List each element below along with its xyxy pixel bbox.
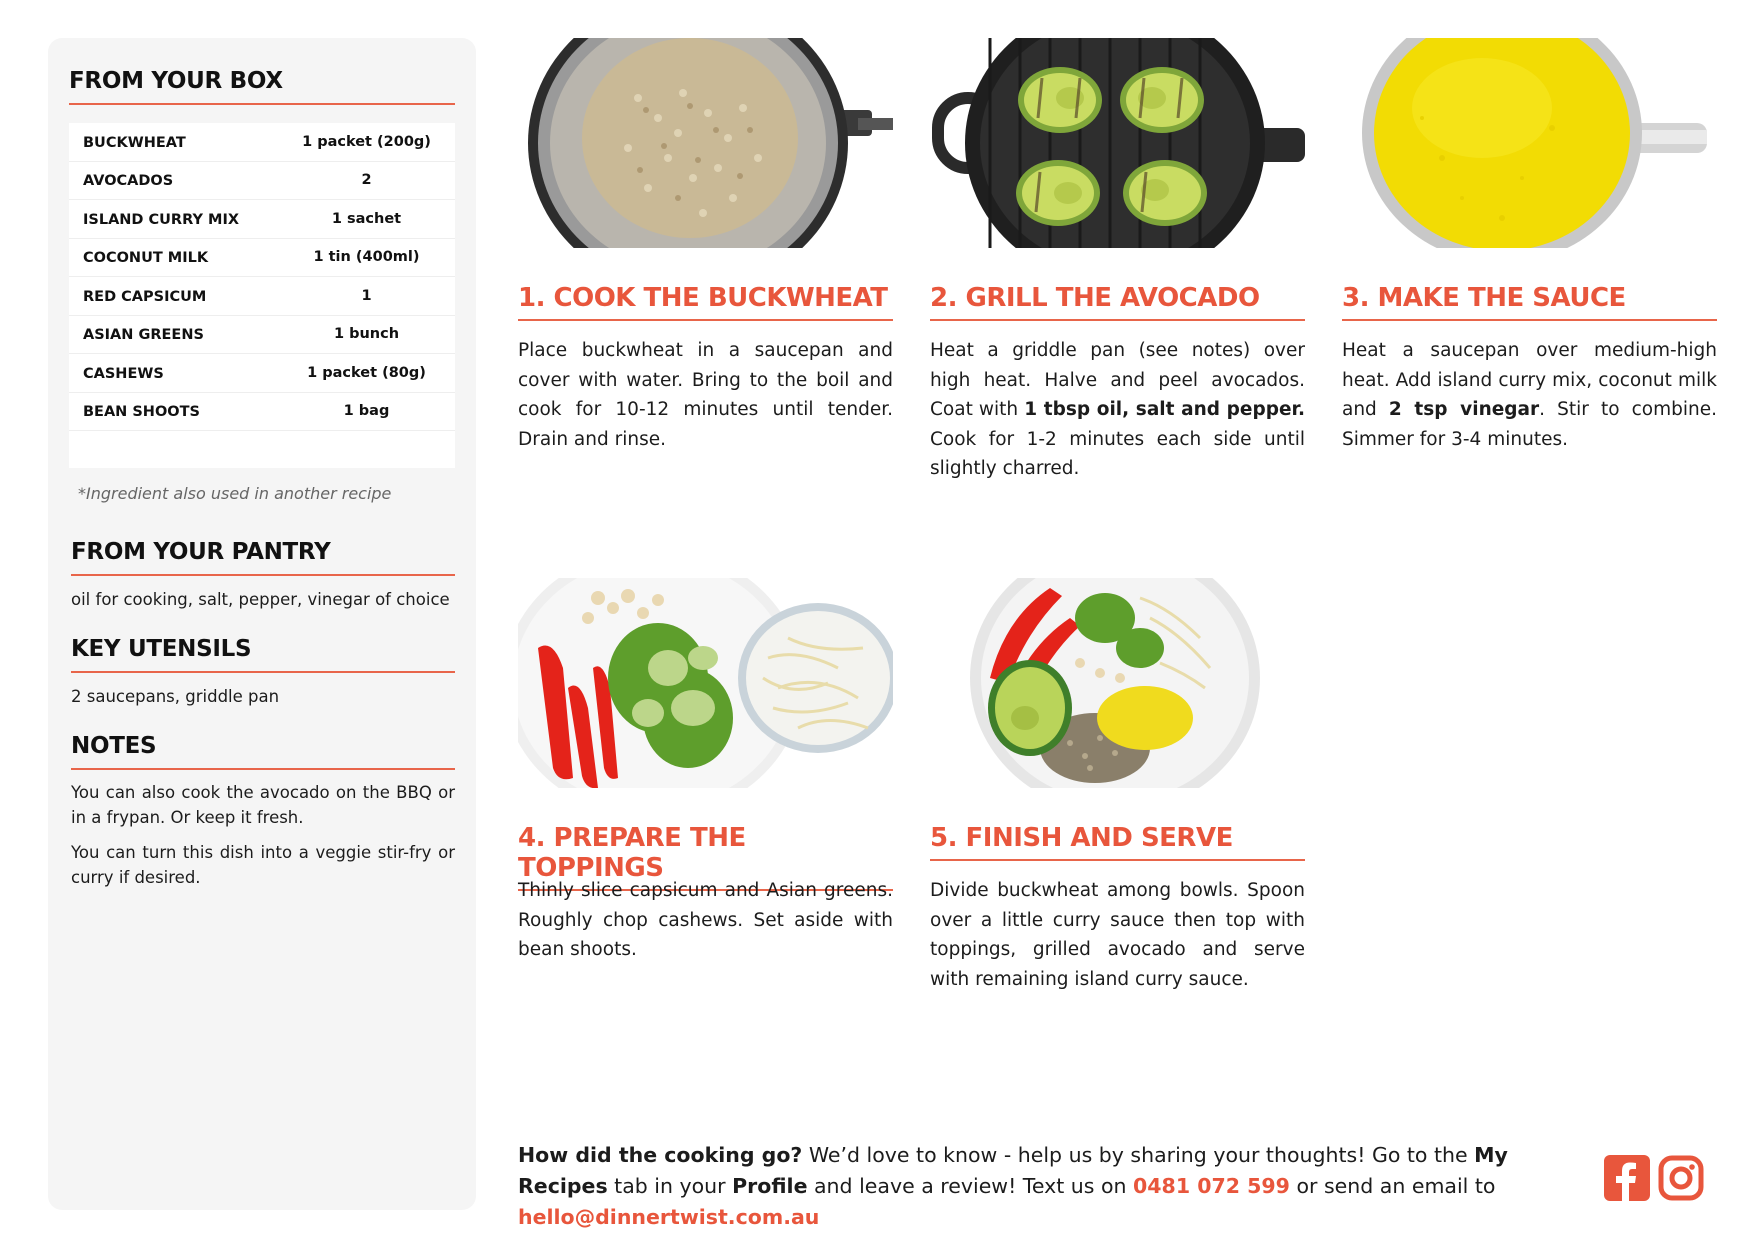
ingredient-name: RED CAPSICUM (83, 288, 207, 305)
footer-text: and leave a review! Text us on (807, 1174, 1134, 1198)
step-2-photo (930, 38, 1305, 248)
ingredient-row (69, 354, 455, 393)
ingredient-row (69, 200, 455, 239)
step-1-text-part: Place buckwheat in a saucepan and cover with water. Bring to the boil and cook for 10-12 minutes until tender. Drain and rinse. (518, 340, 893, 450)
step-2-text-part: Cook for 1-2 minutes each side until slightly charred. (930, 428, 1305, 479)
ingredient-qty: 1 (361, 287, 372, 304)
ingredient-name: ASIAN GREENS (83, 327, 204, 344)
profile-link[interactable]: Profile (732, 1174, 808, 1198)
box-ingredients-table (69, 123, 455, 468)
notes-heading: NOTES (71, 733, 455, 770)
feedback-footer (518, 1140, 1578, 1233)
step-4 (518, 578, 893, 960)
phone-link[interactable]: 0481 072 599 (1133, 1174, 1290, 1198)
ingredient-row (69, 316, 455, 355)
key-utensils-heading: KEY UTENSILS (71, 636, 455, 673)
footer-text: tab in your (607, 1174, 733, 1198)
ingredient-qty: 1 bunch (333, 326, 400, 343)
step-2-text (930, 336, 1305, 484)
step-3-text (1342, 336, 1717, 454)
ingredient-row (69, 393, 455, 432)
ingredient-qty: 1 tin (400ml) (313, 249, 420, 266)
ingredient-qty: 1 packet (200g) (302, 133, 431, 150)
step-4-title: 4. PREPARE THE TOPPINGS (518, 823, 893, 891)
ingredient-row (69, 277, 455, 316)
ingredient-footnote: *Ingredient also used in another recipe (78, 484, 392, 503)
ingredient-qty: 1 bag (343, 403, 390, 420)
step-2-title: 2. GRILL THE AVOCADO (930, 283, 1305, 321)
step-3-photo (1342, 38, 1717, 248)
step-1-text (518, 336, 893, 454)
step-5-photo (930, 578, 1305, 788)
step-3-title: 3. MAKE THE SAUCE (1342, 283, 1717, 321)
ingredient-name: COCONUT MILK (83, 250, 209, 267)
email-link[interactable]: hello@dinnertwist.com.au (518, 1205, 820, 1229)
step-4-photo (518, 578, 893, 788)
footer-text: or send an email to (1289, 1174, 1496, 1198)
step-3-text-part: . Stir to combine. Simmer for 3-4 minutes. (1342, 399, 1718, 450)
step-1-photo (518, 38, 893, 248)
my-recipes-link[interactable]: My Recipes (518, 1143, 1508, 1198)
ingredients-sidebar (48, 38, 476, 1210)
ingredient-qty: 1 sachet (331, 210, 402, 227)
step-5-title: 5. FINISH AND SERVE (930, 823, 1305, 861)
ingredient-row (69, 162, 455, 201)
ingredient-row (69, 123, 455, 162)
step-4-text-part: Thinly slice capsicum and Asian greens. Roughly chop cashews. Set aside with bean shoots. (518, 880, 893, 960)
ingredient-name: CASHEWS (83, 365, 164, 382)
step-1 (518, 38, 893, 450)
footer-text: We’d love to know - help us by sharing your thoughts! Go to the (802, 1143, 1475, 1167)
from-your-pantry-heading: FROM YOUR PANTRY (71, 539, 455, 576)
step-2 (930, 38, 1306, 479)
curry-sauce-image (1342, 38, 1717, 248)
pantry-text: oil for cooking, salt, pepper, vinegar of choice (71, 590, 450, 609)
step-3 (1342, 38, 1718, 450)
step-2-text-bold: 1 tbsp oil, salt and pepper. (1024, 399, 1306, 420)
ingredient-name: AVOCADOS (83, 173, 174, 190)
avocado-griddle-image (930, 38, 1305, 248)
finished-bowl-image (930, 578, 1305, 788)
step-5-text (930, 876, 1305, 994)
step-4-text (518, 876, 893, 965)
utensils-section (69, 636, 455, 709)
ingredient-qty: 2 (361, 172, 372, 189)
step-1-title: 1. COOK THE BUCKWHEAT (518, 283, 893, 321)
buckwheat-sieve-image (518, 38, 893, 248)
ingredient-name: ISLAND CURRY MIX (83, 211, 240, 228)
step-5-text-part: Divide buckwheat among bowls. Spoon over a little curry sauce then top with toppings, grilled avocado and serve with remaining island curry sauce. (930, 880, 1305, 990)
ingredient-row (69, 239, 455, 278)
from-your-box-heading: FROM YOUR BOX (69, 68, 455, 105)
note-paragraph: You can also cook the avocado on the BBQ or in a frypan. Or keep it fresh. (71, 783, 455, 827)
toppings-image (518, 578, 893, 788)
ingredient-name: BEAN SHOOTS (83, 404, 200, 421)
step-5 (930, 578, 1305, 990)
step-3-text-part: Heat a saucepan over medium-high heat. Add island curry mix, coconut milk and (1342, 340, 1717, 420)
footer-question: How did the cooking go? (518, 1143, 803, 1167)
ingredient-name: BUCKWHEAT (83, 134, 186, 151)
ingredient-qty: 1 packet (80g) (307, 364, 426, 381)
pantry-section (69, 539, 455, 612)
note-paragraph: You can turn this dish into a veggie stir-fry or curry if desired. (71, 843, 455, 887)
facebook-icon[interactable] (1604, 1155, 1650, 1201)
instagram-icon[interactable] (1658, 1155, 1704, 1201)
utensils-text: 2 saucepans, griddle pan (71, 687, 280, 706)
step-3-text-bold: 2 tsp vinegar (1388, 399, 1540, 420)
step-2-text-part: Heat a griddle pan (see notes) over high heat. Halve and peel avocados. Coat with (930, 340, 1305, 420)
notes-section (69, 733, 455, 890)
